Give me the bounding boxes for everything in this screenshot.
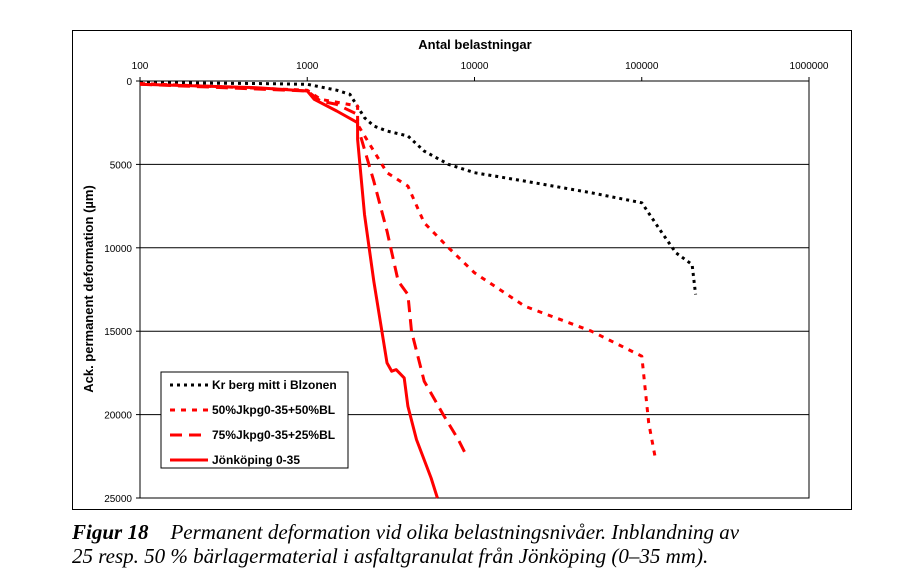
y-tick-label-1: 5000 [109, 160, 132, 172]
y-tick-label-5: 25000 [104, 494, 132, 505]
y-axis-title: Ack. permanent deformation (µm) [81, 185, 96, 393]
y-tick-label-3: 15000 [104, 327, 132, 339]
y-tick-label-4: 20000 [104, 410, 132, 422]
caption-line-1: Permanent deformation vid olika belastningsnivåer. Inblandning av [170, 520, 740, 544]
y-tick-labels [104, 77, 140, 505]
x-tick-label-1: 1000 [296, 61, 319, 72]
x-tick-labels [132, 61, 829, 81]
caption-line-2: 25 resp. 50 % bärlagermaterial i asfaltgranulat från Jönköping (0–35 mm). [72, 544, 709, 568]
deformation-chart [73, 31, 853, 511]
legend-label-0: Kr berg mitt i Blzonen [212, 378, 337, 392]
y-tick-label-0: 0 [126, 77, 132, 88]
legend-label-3: Jönköping 0-35 [212, 453, 301, 467]
x-tick-label-3: 100000 [625, 61, 659, 72]
figure-label: Figur 18 [72, 520, 149, 544]
x-tick-label-0: 100 [131, 61, 149, 72]
legend [161, 372, 348, 468]
legend-label-1: 50%Jkpg0-35+50%BL [212, 403, 336, 417]
figure-caption [72, 520, 872, 568]
x-tick-label-4: 1000000 [789, 61, 829, 72]
legend-label-2: 75%Jkpg0-35+25%BL [212, 428, 336, 442]
x-axis-title: Antal belastningar [418, 37, 532, 52]
chart-frame [72, 30, 852, 510]
x-tick-label-2: 10000 [460, 61, 489, 72]
y-tick-label-2: 10000 [104, 243, 132, 255]
